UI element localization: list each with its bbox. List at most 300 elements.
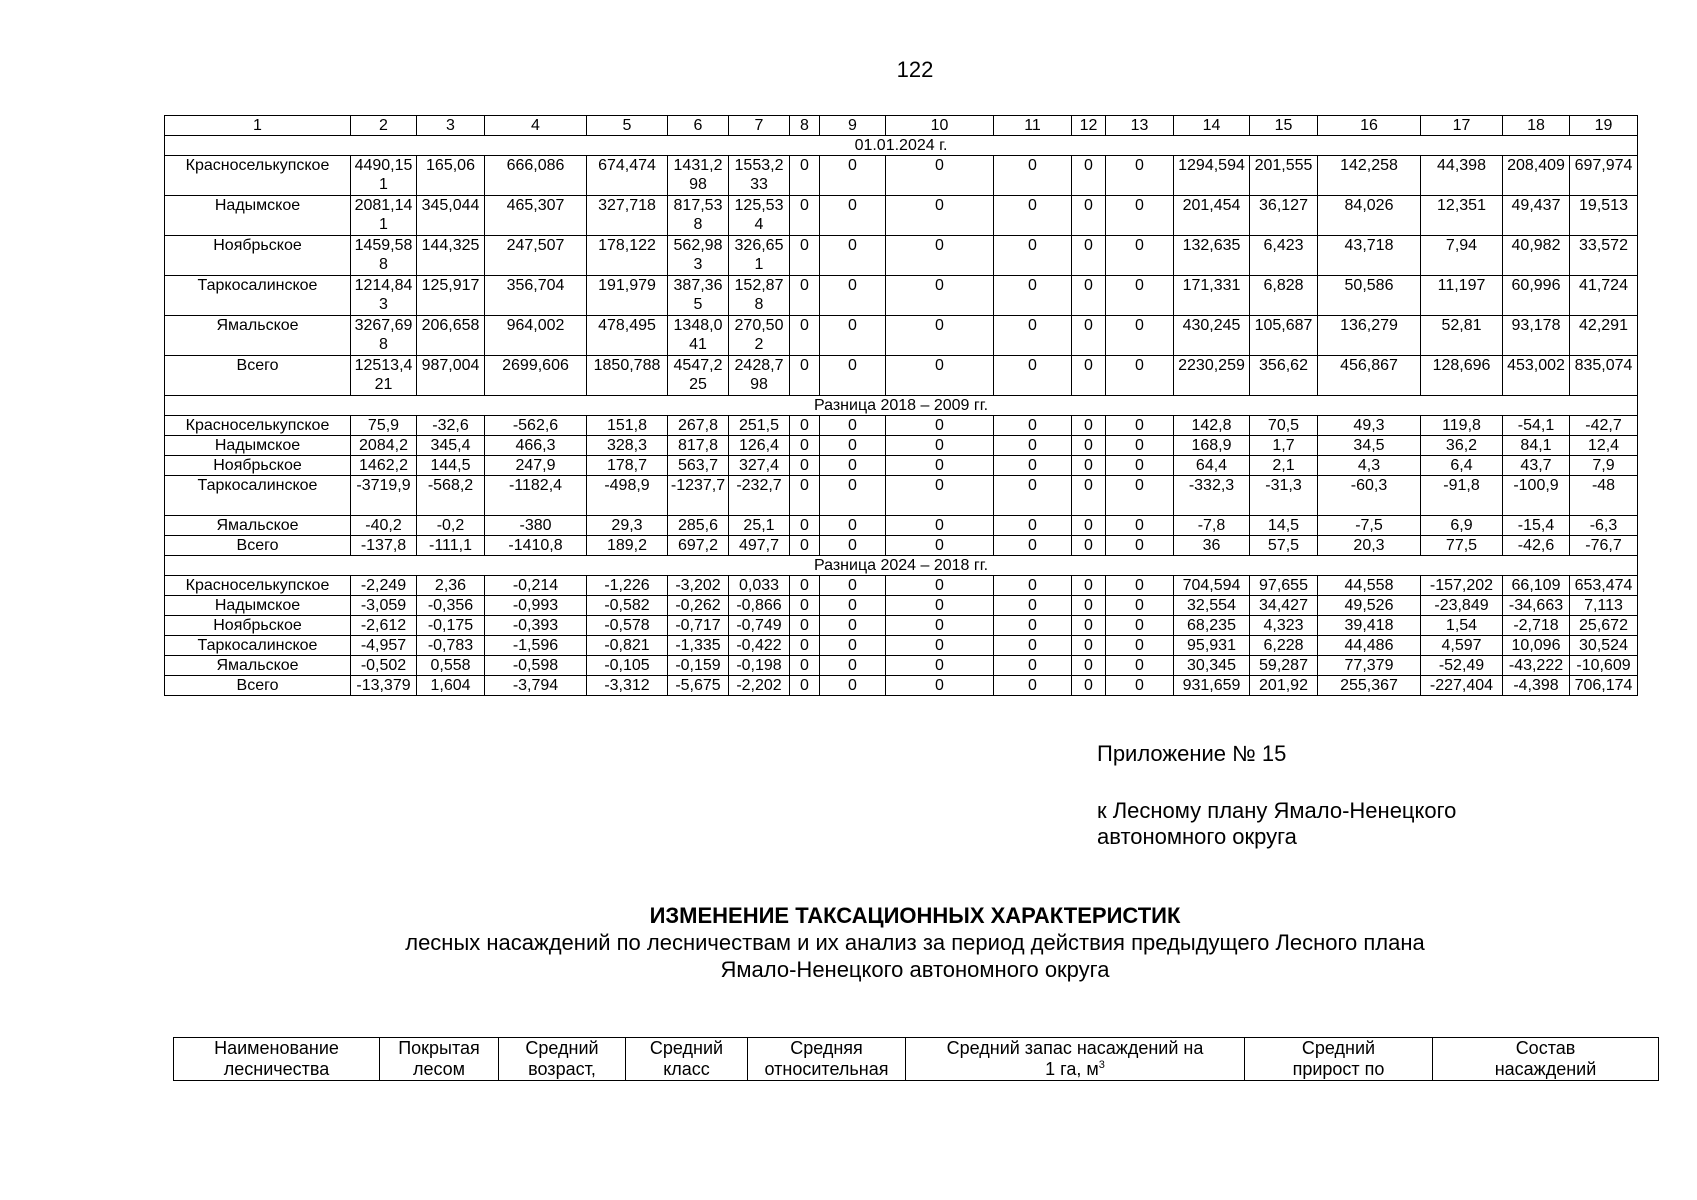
value-cell: 2084,2 bbox=[351, 436, 417, 456]
value-cell: 465,307 bbox=[485, 196, 587, 236]
value-cell: 178,122 bbox=[587, 236, 668, 276]
value-cell: 144,5 bbox=[417, 456, 485, 476]
column-number-cell: 5 bbox=[587, 116, 668, 136]
column-number-cell: 10 bbox=[886, 116, 994, 136]
value-cell: 285,6 bbox=[668, 516, 729, 536]
value-cell: 201,555 bbox=[1250, 156, 1318, 196]
value-cell: 6,4 bbox=[1421, 456, 1503, 476]
value-cell: 0 bbox=[1072, 356, 1106, 396]
header-forestry-name: Наименование лесничества bbox=[174, 1038, 380, 1081]
value-cell: 0 bbox=[820, 276, 886, 316]
value-cell: 34,5 bbox=[1318, 436, 1421, 456]
appendix-reference-line-1: к Лесному плану Ямало-Ненецкого bbox=[1097, 798, 1457, 823]
value-cell: 327,718 bbox=[587, 196, 668, 236]
value-cell: 126,4 bbox=[729, 436, 790, 456]
value-cell: 0,033 bbox=[729, 576, 790, 596]
value-cell: 2,36 bbox=[417, 576, 485, 596]
value-cell: -1182,4 bbox=[485, 476, 587, 516]
value-cell: -0,993 bbox=[485, 596, 587, 616]
value-cell: -227,404 bbox=[1421, 676, 1503, 696]
value-cell: 1459,588 bbox=[351, 236, 417, 276]
value-cell: 36,2 bbox=[1421, 436, 1503, 456]
column-number-cell: 4 bbox=[485, 116, 587, 136]
value-cell: 4,597 bbox=[1421, 636, 1503, 656]
value-cell: 0 bbox=[1106, 236, 1174, 276]
value-cell: -43,222 bbox=[1503, 656, 1570, 676]
value-cell: -0,356 bbox=[417, 596, 485, 616]
column-number-cell: 13 bbox=[1106, 116, 1174, 136]
value-cell: 0 bbox=[820, 536, 886, 556]
value-cell: 34,427 bbox=[1250, 596, 1318, 616]
value-cell: 105,687 bbox=[1250, 316, 1318, 356]
value-cell: -3,794 bbox=[485, 676, 587, 696]
value-cell: 0 bbox=[886, 416, 994, 436]
value-cell: 20,3 bbox=[1318, 536, 1421, 556]
value-cell: 704,594 bbox=[1174, 576, 1250, 596]
value-cell: 0 bbox=[994, 456, 1072, 476]
value-cell: 44,558 bbox=[1318, 576, 1421, 596]
value-cell: 201,454 bbox=[1174, 196, 1250, 236]
value-cell: 0 bbox=[790, 616, 820, 636]
value-cell: -15,4 bbox=[1503, 516, 1570, 536]
value-cell: 0 bbox=[790, 316, 820, 356]
column-number-cell: 1 bbox=[165, 116, 351, 136]
header-forested-area: Покрытая лесом bbox=[380, 1038, 499, 1081]
column-number-cell: 18 bbox=[1503, 116, 1570, 136]
value-cell: 0 bbox=[1106, 436, 1174, 456]
value-cell: 0 bbox=[1106, 476, 1174, 516]
column-number-cell: 3 bbox=[417, 116, 485, 136]
table-row bbox=[165, 196, 1638, 236]
value-cell: 0 bbox=[886, 196, 994, 236]
value-cell: 0 bbox=[886, 476, 994, 516]
value-cell: 0 bbox=[886, 516, 994, 536]
appendix-reference bbox=[1097, 798, 1456, 850]
forestry-name-cell: Всего bbox=[165, 676, 351, 696]
value-cell: 0 bbox=[994, 516, 1072, 536]
value-cell: 7,94 bbox=[1421, 236, 1503, 276]
value-cell: 0 bbox=[1106, 656, 1174, 676]
value-cell: 1,7 bbox=[1250, 436, 1318, 456]
value-cell: 43,718 bbox=[1318, 236, 1421, 276]
value-cell: -31,3 bbox=[1250, 476, 1318, 516]
value-cell: 0 bbox=[790, 356, 820, 396]
forestry-name-cell: Всего bbox=[165, 356, 351, 396]
value-cell: 0 bbox=[1106, 316, 1174, 356]
value-cell: 0 bbox=[1106, 416, 1174, 436]
value-cell: 0 bbox=[820, 636, 886, 656]
column-number-row bbox=[165, 116, 1638, 136]
value-cell: -42,7 bbox=[1570, 416, 1638, 436]
value-cell: -7,8 bbox=[1174, 516, 1250, 536]
value-cell: -0,262 bbox=[668, 596, 729, 616]
value-cell: 0 bbox=[1106, 156, 1174, 196]
value-cell: 44,398 bbox=[1421, 156, 1503, 196]
value-cell: 66,109 bbox=[1503, 576, 1570, 596]
value-cell: -0,783 bbox=[417, 636, 485, 656]
value-cell: 0 bbox=[994, 536, 1072, 556]
value-cell: 44,486 bbox=[1318, 636, 1421, 656]
value-cell: -0,2 bbox=[417, 516, 485, 536]
value-cell: 41,724 bbox=[1570, 276, 1638, 316]
section-title: Разница 2024 – 2018 гг. bbox=[165, 556, 1638, 576]
value-cell: 0 bbox=[820, 236, 886, 276]
value-cell: 0 bbox=[1072, 536, 1106, 556]
value-cell: -1237,7 bbox=[668, 476, 729, 516]
value-cell: 0 bbox=[1106, 616, 1174, 636]
value-cell: 25,1 bbox=[729, 516, 790, 536]
forestry-name-cell: Ямальское bbox=[165, 516, 351, 536]
value-cell: 0 bbox=[1072, 416, 1106, 436]
value-cell: 32,554 bbox=[1174, 596, 1250, 616]
value-cell: 0 bbox=[994, 616, 1072, 636]
value-cell: 11,197 bbox=[1421, 276, 1503, 316]
column-number-cell: 7 bbox=[729, 116, 790, 136]
value-cell: 0 bbox=[1106, 576, 1174, 596]
table-row bbox=[165, 596, 1638, 616]
value-cell: 356,62 bbox=[1250, 356, 1318, 396]
value-cell: -5,675 bbox=[668, 676, 729, 696]
value-cell: 0 bbox=[994, 576, 1072, 596]
column-number-cell: 15 bbox=[1250, 116, 1318, 136]
value-cell: 674,474 bbox=[587, 156, 668, 196]
value-cell: -3,202 bbox=[668, 576, 729, 596]
value-cell: 0 bbox=[820, 316, 886, 356]
value-cell: -0,175 bbox=[417, 616, 485, 636]
value-cell: 0 bbox=[994, 596, 1072, 616]
value-cell: 0 bbox=[1072, 456, 1106, 476]
value-cell: 1462,2 bbox=[351, 456, 417, 476]
value-cell: 0 bbox=[1072, 636, 1106, 656]
value-cell: -3,059 bbox=[351, 596, 417, 616]
value-cell: 0 bbox=[994, 316, 1072, 356]
value-cell: 0 bbox=[1072, 196, 1106, 236]
table-row bbox=[165, 536, 1638, 556]
value-cell: 0 bbox=[790, 236, 820, 276]
value-cell: 2428,798 bbox=[729, 356, 790, 396]
column-number-cell: 11 bbox=[994, 116, 1072, 136]
table-row bbox=[165, 616, 1638, 636]
value-cell: 1850,788 bbox=[587, 356, 668, 396]
value-cell: 0 bbox=[820, 516, 886, 536]
value-cell: 75,9 bbox=[351, 416, 417, 436]
value-cell: 387,365 bbox=[668, 276, 729, 316]
value-cell: 270,502 bbox=[729, 316, 790, 356]
value-cell: 6,828 bbox=[1250, 276, 1318, 316]
value-cell: 4,323 bbox=[1250, 616, 1318, 636]
value-cell: 152,878 bbox=[729, 276, 790, 316]
value-cell: -23,849 bbox=[1421, 596, 1503, 616]
value-cell: -76,7 bbox=[1570, 536, 1638, 556]
value-cell: 77,5 bbox=[1421, 536, 1503, 556]
value-cell: 697,974 bbox=[1570, 156, 1638, 196]
section-title-row bbox=[165, 136, 1638, 156]
value-cell: -0,749 bbox=[729, 616, 790, 636]
appendix-reference-line-2: автономного округа bbox=[1097, 824, 1297, 849]
value-cell: 497,7 bbox=[729, 536, 790, 556]
value-cell: 30,345 bbox=[1174, 656, 1250, 676]
column-number-cell: 19 bbox=[1570, 116, 1638, 136]
forestry-name-cell: Красноселькупское bbox=[165, 416, 351, 436]
value-cell: 42,291 bbox=[1570, 316, 1638, 356]
value-cell: 125,534 bbox=[729, 196, 790, 236]
value-cell: 2081,141 bbox=[351, 196, 417, 236]
header-row bbox=[174, 1038, 1659, 1081]
value-cell: 0 bbox=[820, 156, 886, 196]
value-cell: 0 bbox=[1106, 536, 1174, 556]
taxation-data-table bbox=[164, 115, 1638, 696]
value-cell: 165,06 bbox=[417, 156, 485, 196]
column-number-cell: 17 bbox=[1421, 116, 1503, 136]
value-cell: 356,704 bbox=[485, 276, 587, 316]
value-cell: 0 bbox=[994, 156, 1072, 196]
section-title-row bbox=[165, 396, 1638, 416]
value-cell: -0,717 bbox=[668, 616, 729, 636]
forestry-name-cell: Ямальское bbox=[165, 316, 351, 356]
value-cell: 84,1 bbox=[1503, 436, 1570, 456]
value-cell: -0,198 bbox=[729, 656, 790, 676]
value-cell: -40,2 bbox=[351, 516, 417, 536]
value-cell: 0 bbox=[820, 416, 886, 436]
value-cell: 345,044 bbox=[417, 196, 485, 236]
value-cell: 0 bbox=[1072, 436, 1106, 456]
value-cell: 835,074 bbox=[1570, 356, 1638, 396]
value-cell: 0 bbox=[790, 656, 820, 676]
value-cell: -498,9 bbox=[587, 476, 668, 516]
value-cell: 43,7 bbox=[1503, 456, 1570, 476]
value-cell: 255,367 bbox=[1318, 676, 1421, 696]
value-cell: 25,672 bbox=[1570, 616, 1638, 636]
value-cell: 247,9 bbox=[485, 456, 587, 476]
value-cell: 2699,606 bbox=[485, 356, 587, 396]
value-cell: 0 bbox=[886, 156, 994, 196]
forestry-name-cell: Ноябрьское bbox=[165, 616, 351, 636]
value-cell: 4,3 bbox=[1318, 456, 1421, 476]
value-cell: 0 bbox=[1106, 196, 1174, 236]
value-cell: 0 bbox=[886, 436, 994, 456]
column-number-cell: 12 bbox=[1072, 116, 1106, 136]
value-cell: 93,178 bbox=[1503, 316, 1570, 356]
header-average-stock: Средний запас насаждений на 1 га, $м^3$ bbox=[906, 1038, 1245, 1081]
value-cell: 328,3 bbox=[587, 436, 668, 456]
value-cell: 0 bbox=[886, 456, 994, 476]
value-cell: 0 bbox=[820, 616, 886, 636]
value-cell: 132,635 bbox=[1174, 236, 1250, 276]
column-number-cell: 9 bbox=[820, 116, 886, 136]
value-cell: 12,4 bbox=[1570, 436, 1638, 456]
value-cell: -3719,9 bbox=[351, 476, 417, 516]
value-cell: 1348,041 bbox=[668, 316, 729, 356]
table-row bbox=[165, 436, 1638, 456]
value-cell: 14,5 bbox=[1250, 516, 1318, 536]
value-cell: -34,663 bbox=[1503, 596, 1570, 616]
value-cell: 0 bbox=[1072, 616, 1106, 636]
value-cell: -54,1 bbox=[1503, 416, 1570, 436]
value-cell: 0 bbox=[790, 456, 820, 476]
value-cell: 1431,298 bbox=[668, 156, 729, 196]
forestry-name-cell: Красноселькупское bbox=[165, 576, 351, 596]
header-average-growth: Средний прирост по bbox=[1245, 1038, 1433, 1081]
value-cell: 987,004 bbox=[417, 356, 485, 396]
appendix-number: Приложение № 15 bbox=[1097, 741, 1287, 766]
value-cell: 1294,594 bbox=[1174, 156, 1250, 196]
value-cell: 50,586 bbox=[1318, 276, 1421, 316]
value-cell: 563,7 bbox=[668, 456, 729, 476]
value-cell: -2,249 bbox=[351, 576, 417, 596]
value-cell: 1553,233 bbox=[729, 156, 790, 196]
value-cell: 142,258 bbox=[1318, 156, 1421, 196]
value-cell: -100,9 bbox=[1503, 476, 1570, 516]
value-cell: 0 bbox=[790, 636, 820, 656]
forestry-name-cell: Ноябрьское bbox=[165, 236, 351, 276]
value-cell: 0 bbox=[886, 596, 994, 616]
value-cell: 0 bbox=[1106, 276, 1174, 316]
value-cell: 0 bbox=[886, 356, 994, 396]
value-cell: 142,8 bbox=[1174, 416, 1250, 436]
value-cell: -13,379 bbox=[351, 676, 417, 696]
value-cell: 4490,151 bbox=[351, 156, 417, 196]
forestry-name-cell: Красноселькупское bbox=[165, 156, 351, 196]
column-number-cell: 2 bbox=[351, 116, 417, 136]
value-cell: 964,002 bbox=[485, 316, 587, 356]
value-cell: 0 bbox=[1072, 316, 1106, 356]
value-cell: 0 bbox=[994, 676, 1072, 696]
column-number-cell: 6 bbox=[668, 116, 729, 136]
value-cell: 0 bbox=[994, 476, 1072, 516]
header-average-relative: Средняя относительная bbox=[748, 1038, 906, 1081]
value-cell: 30,524 bbox=[1570, 636, 1638, 656]
value-cell: 327,4 bbox=[729, 456, 790, 476]
value-cell: 208,409 bbox=[1503, 156, 1570, 196]
value-cell: -232,7 bbox=[729, 476, 790, 516]
value-cell: 4547,225 bbox=[668, 356, 729, 396]
value-cell: 40,982 bbox=[1503, 236, 1570, 276]
value-cell: 189,2 bbox=[587, 536, 668, 556]
value-cell: -10,609 bbox=[1570, 656, 1638, 676]
value-cell: 206,658 bbox=[417, 316, 485, 356]
value-cell: -0,866 bbox=[729, 596, 790, 616]
section-title: 01.01.2024 г. bbox=[165, 136, 1638, 156]
value-cell: -42,6 bbox=[1503, 536, 1570, 556]
value-cell: -380 bbox=[485, 516, 587, 536]
value-cell: 19,513 bbox=[1570, 196, 1638, 236]
table-row bbox=[165, 576, 1638, 596]
value-cell: -6,3 bbox=[1570, 516, 1638, 536]
value-cell: 0 bbox=[886, 676, 994, 696]
forestry-name-cell: Надымское bbox=[165, 196, 351, 236]
value-cell: -568,2 bbox=[417, 476, 485, 516]
value-cell: -137,8 bbox=[351, 536, 417, 556]
value-cell: 2230,259 bbox=[1174, 356, 1250, 396]
value-cell: -562,6 bbox=[485, 416, 587, 436]
value-cell: 2,1 bbox=[1250, 456, 1318, 476]
value-cell: 0 bbox=[820, 436, 886, 456]
forestry-name-cell: Таркосалинское bbox=[165, 636, 351, 656]
value-cell: -91,8 bbox=[1421, 476, 1503, 516]
value-cell: 251,5 bbox=[729, 416, 790, 436]
value-cell: 0 bbox=[1072, 156, 1106, 196]
value-cell: 0 bbox=[994, 656, 1072, 676]
value-cell: 0 bbox=[790, 516, 820, 536]
value-cell: 562,983 bbox=[668, 236, 729, 276]
value-cell: 453,002 bbox=[1503, 356, 1570, 396]
value-cell: 0 bbox=[994, 416, 1072, 436]
value-cell: 168,9 bbox=[1174, 436, 1250, 456]
value-cell: 49,437 bbox=[1503, 196, 1570, 236]
value-cell: 0 bbox=[994, 236, 1072, 276]
value-cell: 326,651 bbox=[729, 236, 790, 276]
value-cell: 1214,843 bbox=[351, 276, 417, 316]
value-cell: -0,598 bbox=[485, 656, 587, 676]
value-cell: 7,113 bbox=[1570, 596, 1638, 616]
value-cell: 0 bbox=[1072, 596, 1106, 616]
value-cell: 0 bbox=[886, 316, 994, 356]
value-cell: 430,245 bbox=[1174, 316, 1250, 356]
value-cell: 0 bbox=[886, 636, 994, 656]
value-cell: 0 bbox=[886, 656, 994, 676]
forestry-name-cell: Таркосалинское bbox=[165, 276, 351, 316]
value-cell: 0 bbox=[790, 156, 820, 196]
table-row bbox=[165, 676, 1638, 696]
value-cell: 1,604 bbox=[417, 676, 485, 696]
value-cell: 97,655 bbox=[1250, 576, 1318, 596]
value-cell: 125,917 bbox=[417, 276, 485, 316]
taxation-characteristics-header-table bbox=[173, 1037, 1659, 1081]
value-cell: 29,3 bbox=[587, 516, 668, 536]
section-title: Разница 2018 – 2009 гг. bbox=[165, 396, 1638, 416]
value-cell: -4,398 bbox=[1503, 676, 1570, 696]
value-cell: 0 bbox=[994, 436, 1072, 456]
value-cell: 0 bbox=[790, 576, 820, 596]
forestry-name-cell: Ямальское bbox=[165, 656, 351, 676]
value-cell: 178,7 bbox=[587, 456, 668, 476]
value-cell: 0 bbox=[994, 196, 1072, 236]
table-row bbox=[165, 636, 1638, 656]
value-cell: 77,379 bbox=[1318, 656, 1421, 676]
value-cell: 49,526 bbox=[1318, 596, 1421, 616]
value-cell: 0 bbox=[1106, 456, 1174, 476]
value-cell: 0 bbox=[820, 576, 886, 596]
value-cell: 0 bbox=[820, 676, 886, 696]
value-cell: 466,3 bbox=[485, 436, 587, 456]
value-cell: 456,867 bbox=[1318, 356, 1421, 396]
value-cell: 33,572 bbox=[1570, 236, 1638, 276]
forestry-name-cell: Надымское bbox=[165, 596, 351, 616]
table-row bbox=[165, 236, 1638, 276]
value-cell: -0,502 bbox=[351, 656, 417, 676]
value-cell: 931,659 bbox=[1174, 676, 1250, 696]
value-cell: -60,3 bbox=[1318, 476, 1421, 516]
header-average-class: Средний класс bbox=[626, 1038, 748, 1081]
table-row bbox=[165, 276, 1638, 316]
value-cell: 0 bbox=[1072, 516, 1106, 536]
value-cell: 0 bbox=[790, 476, 820, 516]
value-cell: 653,474 bbox=[1570, 576, 1638, 596]
document-subtitle-line-1: лесных насаждений по лесничествам и их анализ за период действия предыдущего Лесного плана bbox=[405, 930, 1425, 955]
value-cell: -3,312 bbox=[587, 676, 668, 696]
document-subtitle-line-2: Ямало-Ненецкого автономного округа bbox=[720, 957, 1110, 982]
value-cell: -157,202 bbox=[1421, 576, 1503, 596]
column-number-cell: 8 bbox=[790, 116, 820, 136]
value-cell: 0 bbox=[886, 536, 994, 556]
value-cell: -0,159 bbox=[668, 656, 729, 676]
value-cell: 0 bbox=[790, 436, 820, 456]
value-cell: 1,54 bbox=[1421, 616, 1503, 636]
page-number: 122 bbox=[896, 57, 934, 82]
value-cell: 68,235 bbox=[1174, 616, 1250, 636]
table-row bbox=[165, 316, 1638, 356]
value-cell: -111,1 bbox=[417, 536, 485, 556]
